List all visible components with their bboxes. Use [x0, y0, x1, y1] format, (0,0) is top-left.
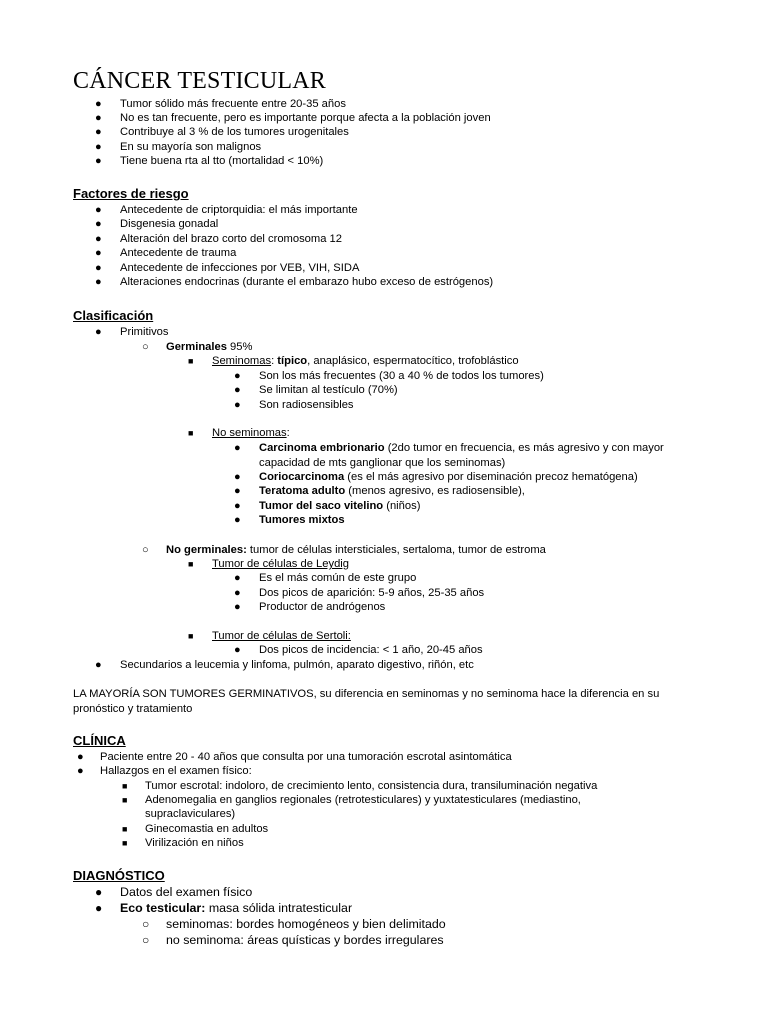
- list-item: Virilización en niños: [145, 837, 244, 849]
- bullet-disc-icon: ●: [234, 485, 241, 497]
- list-item: Tumor escrotal: indoloro, de crecimiento lento, consistencia dura, transiluminación negativa: [145, 780, 598, 792]
- list-item-germinales: [166, 340, 252, 354]
- germinales-pct: 95%: [226, 341, 253, 353]
- bullet-disc-icon: ●: [77, 751, 84, 763]
- list-item: Adenomegalia en ganglios regionales (retrotesticulares) y yuxtatesticulares (mediastino,: [145, 794, 581, 806]
- seminomas-rest: , anaplásico, espermatocítico, trofoblástico: [307, 355, 519, 367]
- bullet-disc-icon: ●: [234, 587, 241, 599]
- list-item: Dos picos de aparición: 5-9 años, 25-35 años: [259, 587, 485, 599]
- nogerm-label: No germinales:: [166, 544, 247, 556]
- list-item-carcinoma: [259, 441, 664, 455]
- germinales-label: Germinales: [166, 341, 227, 353]
- list-item: Son radiosensibles: [259, 399, 354, 411]
- list-item: Hallazgos en el examen físico:: [100, 765, 252, 777]
- bullet-disc-icon: ●: [234, 384, 241, 396]
- seminomas-colon: :: [271, 355, 278, 367]
- list-item-mixtos: Tumores mixtos: [259, 514, 345, 526]
- noseminomas-colon: :: [286, 427, 290, 439]
- list-item: Datos del examen físico: [120, 885, 253, 899]
- bullet-disc-icon: ●: [234, 399, 241, 411]
- bullet-disc-icon: ●: [95, 204, 102, 216]
- bullet-square-icon: ■: [122, 838, 128, 848]
- list-item: Disgenesia gonadal: [120, 218, 219, 230]
- list-item-continuation: supraclaviculares): [145, 808, 236, 820]
- bullet-disc-icon: ●: [77, 765, 84, 777]
- list-item: seminomas: bordes homogéneos y bien delimitado: [166, 917, 446, 931]
- bullet-disc-icon: ●: [234, 572, 241, 584]
- seminomas-label: Seminomas: [212, 355, 272, 367]
- bullet-square-icon: ■: [122, 795, 128, 805]
- list-item-no-germinales: [166, 543, 546, 557]
- list-item: no seminoma: áreas quísticas y bordes irregulares: [166, 933, 444, 947]
- bullet-disc-icon: ●: [95, 659, 102, 671]
- bullet-disc-icon: ●: [95, 885, 103, 899]
- list-item-eco: [120, 900, 352, 916]
- list-item: Alteraciones endocrinas (durante el embarazo hubo exceso de estrógenos): [120, 276, 494, 288]
- corio-desc: (es el más agresivo por diseminación precoz hematógena): [344, 471, 638, 483]
- bullet-disc-icon: ●: [95, 112, 102, 124]
- summary-line-1: LA MAYORÍA SON TUMORES GERMINATIVOS, su diferencia en seminomas y no seminoma hace la diferencia en su: [73, 688, 660, 700]
- bullet-square-icon: ■: [188, 631, 194, 641]
- bullet-disc-icon: ●: [234, 514, 241, 526]
- list-item: Productor de andrógenos: [259, 601, 386, 613]
- list-item: Antecedente de criptorquidia: el más importante: [120, 204, 358, 216]
- bullet-disc-icon: ●: [234, 370, 241, 382]
- eco-label: Eco testicular:: [120, 901, 206, 915]
- list-item-saco-vitelino: [259, 499, 420, 513]
- list-item-continuation: capacidad de mts ganglionar que los seminomas): [259, 457, 506, 469]
- bullet-disc-icon: ●: [95, 155, 102, 167]
- list-item: Antecedente de trauma: [120, 247, 237, 259]
- bullet-square-icon: ■: [122, 781, 128, 791]
- list-item: Ginecomastia en adultos: [145, 823, 269, 835]
- eco-desc: masa sólida intratesticular: [205, 901, 353, 915]
- list-item-teratoma: [259, 484, 525, 498]
- list-item: Es el más común de este grupo: [259, 572, 417, 584]
- list-item: Se limitan al testículo (70%): [259, 384, 398, 396]
- list-item: No es tan frecuente, pero es importante porque afecta a la población joven: [120, 112, 491, 124]
- list-item: En su mayoría son malignos: [120, 141, 262, 153]
- nogerm-desc: tumor de células intersticiales, sertaloma, tumor de estroma: [246, 544, 546, 556]
- section-heading-factores-riesgo: Factores de riesgo: [73, 186, 189, 201]
- page-title: CÁNCER TESTICULAR: [73, 68, 326, 94]
- list-item: Son los más frecuentes (30 a 40 % de todos los tumores): [259, 370, 544, 382]
- noseminomas-label: No seminomas: [212, 427, 287, 439]
- corio-label: Coriocarcinoma: [259, 471, 345, 483]
- bullet-disc-icon: ●: [95, 262, 102, 274]
- seminomas-tipico: típico: [277, 355, 308, 367]
- list-item-no-seminomas: [212, 426, 290, 440]
- list-item-sertoli: Tumor de células de Sertoli:: [212, 630, 351, 642]
- bullet-disc-icon: ●: [234, 644, 241, 656]
- list-item-seminomas: [212, 354, 519, 368]
- bullet-circle-icon: ○: [142, 341, 149, 353]
- bullet-square-icon: ■: [122, 824, 128, 834]
- list-item: Tumor sólido más frecuente entre 20-35 años: [120, 98, 346, 110]
- bullet-square-icon: ■: [188, 559, 194, 569]
- carcinoma-label: Carcinoma embrionario: [259, 442, 385, 454]
- list-item: Alteración del brazo corto del cromosoma 12: [120, 233, 342, 245]
- bullet-disc-icon: ●: [95, 326, 102, 338]
- bullet-disc-icon: ●: [95, 233, 102, 245]
- bullet-circle-icon: ○: [142, 544, 149, 556]
- section-heading-clinica: CLÍNICA: [73, 733, 126, 748]
- saco-desc: (niños): [383, 500, 421, 512]
- bullet-disc-icon: ●: [95, 218, 102, 230]
- bullet-disc-icon: ●: [95, 276, 102, 288]
- summary-line-2: pronóstico y tratamiento: [73, 703, 193, 715]
- bullet-disc-icon: ●: [234, 601, 241, 613]
- carcinoma-desc: (2do tumor en frecuencia, es más agresivo y con mayor: [384, 442, 664, 454]
- bullet-disc-icon: ●: [95, 126, 102, 138]
- list-item: Dos picos de incidencia: < 1 año, 20-45 años: [259, 644, 483, 656]
- summary-paragraph: [73, 687, 713, 717]
- list-item: Tiene buena rta al tto (mortalidad < 10%): [120, 155, 324, 167]
- bullet-circle-icon: ○: [142, 933, 150, 947]
- bullet-square-icon: ■: [188, 428, 194, 438]
- saco-label: Tumor del saco vitelino: [259, 500, 384, 512]
- list-item: Antecedente de infecciones por VEB, VIH, SIDA: [120, 262, 360, 274]
- bullet-disc-icon: ●: [95, 247, 102, 259]
- section-heading-clasificacion: Clasificación: [73, 308, 154, 323]
- teratoma-desc: (menos agresivo, es radiosensible),: [345, 485, 525, 497]
- list-item: Contribuye al 3 % de los tumores urogenitales: [120, 126, 349, 138]
- list-item-coriocarcinoma: [259, 470, 638, 484]
- bullet-disc-icon: ●: [95, 901, 103, 915]
- list-item: Paciente entre 20 - 40 años que consulta por una tumoración escrotal asintomática: [100, 751, 512, 763]
- list-item-secundarios: Secundarios a leucemia y linfoma, pulmón, aparato digestivo, riñón, etc: [120, 659, 474, 671]
- list-item-leydig: Tumor de células de Leydig: [212, 558, 350, 570]
- bullet-disc-icon: ●: [95, 141, 102, 153]
- bullet-disc-icon: ●: [234, 471, 241, 483]
- bullet-circle-icon: ○: [142, 917, 150, 931]
- bullet-square-icon: ■: [188, 356, 194, 366]
- bullet-disc-icon: ●: [95, 98, 102, 110]
- section-heading-diagnostico: DIAGNÓSTICO: [73, 868, 165, 883]
- list-item: Primitivos: [120, 326, 169, 338]
- bullet-disc-icon: ●: [234, 442, 241, 454]
- teratoma-label: Teratoma adulto: [259, 485, 346, 497]
- bullet-disc-icon: ●: [234, 500, 241, 512]
